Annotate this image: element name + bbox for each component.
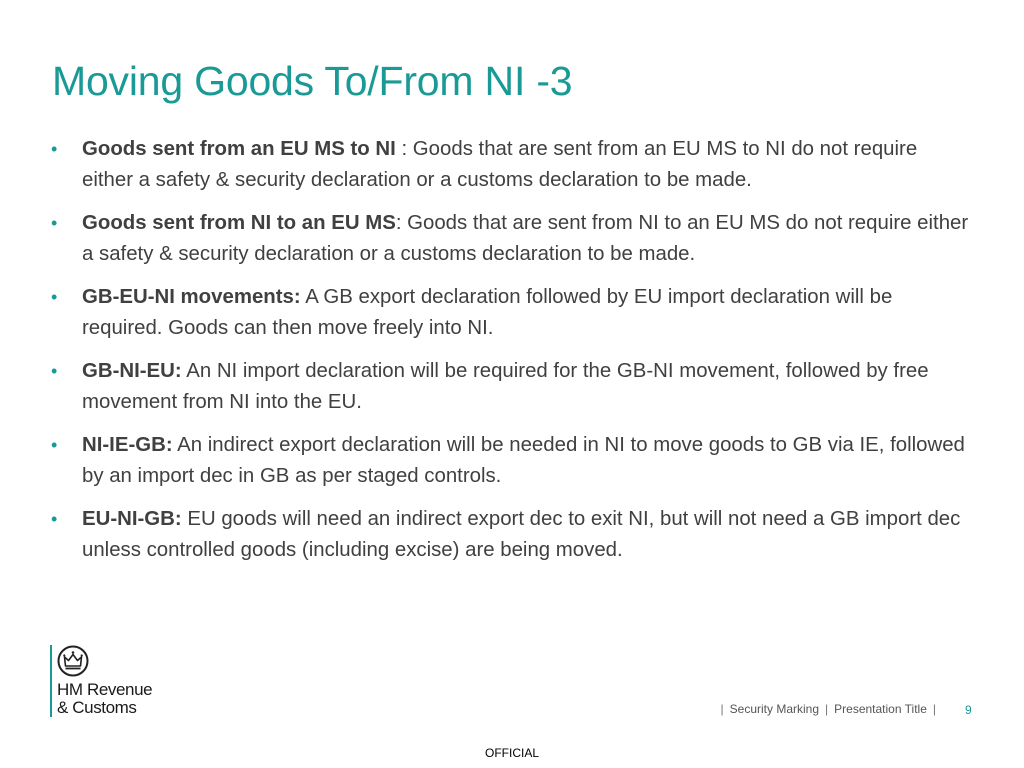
bullet-item	[51, 282, 971, 344]
bullet-marker: •	[51, 287, 58, 307]
bullet-text: An indirect export declaration will be needed in NI to move goods to GB via IE, followed by an import dec in GB as per staged controls.	[82, 434, 965, 487]
bullet-list	[51, 134, 971, 578]
classification-label: OFFICIAL	[484, 746, 539, 760]
slide-title: Moving Goods To/From NI -3	[52, 58, 573, 104]
bullet-lead: NI-IE-GB:	[82, 434, 173, 456]
bullet-marker: •	[51, 509, 58, 529]
bullet-marker: •	[51, 139, 58, 159]
logo-accent-bar	[50, 645, 52, 717]
bullet-lead: GB-NI-EU:	[82, 360, 182, 382]
bullet-marker: •	[51, 213, 58, 233]
footer-meta	[715, 702, 942, 716]
hmrc-logo	[50, 645, 180, 717]
bullet-item	[51, 208, 971, 270]
bullet-item	[51, 356, 971, 418]
bullet-item	[51, 504, 971, 566]
logo-wordmark	[57, 681, 152, 717]
bullet-lead: Goods sent from an EU MS to NI	[82, 138, 396, 160]
bullet-text: A GB export declaration followed by EU import declaration will be required. Goods can then move freely into NI.	[82, 286, 893, 339]
footer-separator: |	[720, 702, 724, 716]
bullet-text: : Goods that are sent from NI to an EU MS do not require either a safety & security declaration or a customs declaration to be made.	[82, 212, 969, 265]
footer-separator: |	[825, 702, 829, 716]
bullet-item	[51, 134, 971, 196]
bullet-text: EU goods will need an indirect export dec to exit NI, but will not need a GB import dec unless controlled goods (including excise) are being moved.	[82, 508, 961, 561]
page-number: 9	[965, 703, 972, 717]
bullet-lead: Goods sent from NI to an EU MS	[82, 212, 396, 234]
presentation-title: Presentation Title	[834, 702, 927, 716]
bullet-item	[51, 430, 971, 492]
crown-crest-icon	[57, 645, 89, 677]
bullet-lead: GB-EU-NI movements:	[82, 286, 301, 308]
bullet-marker: •	[51, 435, 58, 455]
logo-line-1: HM Revenue	[57, 680, 153, 699]
security-marking: Security Marking	[729, 702, 820, 716]
bullet-lead: EU-NI-GB:	[82, 508, 182, 530]
bullet-marker: •	[51, 361, 58, 381]
bullet-text: An NI import declaration will be required for the GB-NI movement, followed by free movement from NI into the EU.	[82, 360, 929, 413]
logo-line-2: & Customs	[57, 698, 137, 717]
bullet-text: : Goods that are sent from an EU MS to NI do not require either a safety & security declaration or a customs declaration to be made.	[82, 138, 918, 191]
footer-separator: |	[932, 702, 936, 716]
